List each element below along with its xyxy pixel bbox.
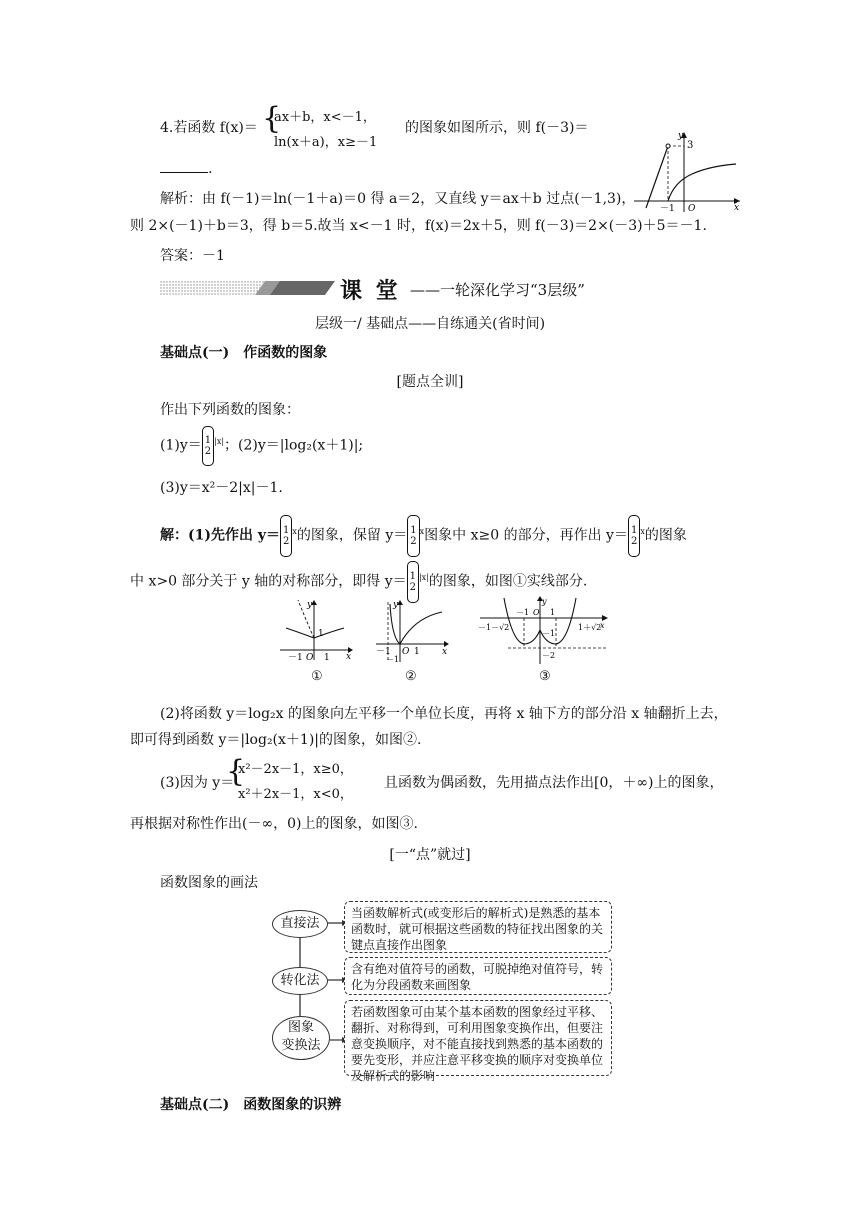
svg-text:1＋√2: 1＋√2	[578, 623, 602, 632]
q4-y-tick: 3	[687, 140, 694, 151]
p5-case2: x²＋2x－1，x<0，	[238, 787, 353, 802]
svg-text:－1－√2: －1－√2	[478, 623, 510, 632]
svg-text:O: O	[533, 608, 540, 617]
section1-title: 基础点(一) 作函数的图象	[160, 345, 328, 361]
svg-text:y: y	[678, 131, 684, 141]
svg-text:x: x	[442, 647, 448, 657]
figure-2	[374, 598, 452, 664]
svg-text:－1: －1	[386, 655, 400, 664]
svg-text:－1: －1	[660, 204, 675, 214]
q4-answer-blank: .	[160, 160, 212, 177]
figure-3-label: ③	[539, 669, 551, 684]
section1-tag: [题点全训]	[396, 374, 464, 390]
section1-prompt: 作出下列函数的图象：	[160, 402, 300, 418]
svg-text:1: 1	[324, 653, 330, 663]
methods-heading: 函数图象的画法	[160, 875, 258, 891]
banner-subtitle: ——一轮深化学习“3层级”	[410, 281, 585, 299]
svg-text:1: 1	[414, 647, 420, 657]
method-direct-box: 当函数解析式(或变形后的解析式)是熟悉的基本函数时，就可根据这些函数的特征找出图象的关键点直接作出图象	[344, 901, 612, 953]
svg-text:－1: －1	[288, 653, 303, 663]
svg-text:－1: －1	[542, 629, 556, 638]
log-curve	[668, 164, 736, 201]
q4-suffix: 的图象如图所示，则 f(－3)＝	[405, 120, 589, 136]
section1-item3: (3)y＝x²－2|x|－1.	[160, 480, 283, 496]
solution1-p4: 即可得到函数 y＝|log₂(x＋1)|的图象，如图②.	[130, 732, 422, 748]
p5-case1: x²－2x－1，x≥0，	[238, 762, 353, 777]
q4-case2: ln(x＋a)，x≥－1	[274, 135, 378, 150]
q4-graph	[632, 128, 744, 214]
svg-text:－1: －1	[516, 608, 530, 617]
svg-text:x: x	[734, 203, 740, 213]
svg-text:O: O	[306, 653, 314, 663]
banner-title: 课 堂	[340, 278, 401, 304]
svg-text:y: y	[393, 600, 399, 610]
svg-text:－1: －1	[376, 647, 391, 657]
section-banner	[160, 276, 720, 302]
solution1-p2: 中 x>0 部分关于 y 轴的对称部分，即得 y＝ 1 $2^{|x|}$的图象，如图①实线部分.	[130, 558, 587, 598]
level-heading: 层级一/ 基础点——自练通关(省时间)	[314, 316, 546, 332]
solution1-p3: (2)将函数 y＝log₂x 的图象向左平移一个单位长度，再将 x 轴下方的部分沿 x 轴翻折上去，	[160, 706, 728, 722]
figure-1-label: ①	[311, 669, 323, 684]
svg-text:y: y	[307, 600, 313, 610]
method-graph-transform-node: 图象 变换法	[272, 1016, 330, 1060]
solution1-p1: 解：(1)先作出 y＝ 1 2$^x$的图象，保留 y＝ 1 2$^x$图象中 x≥0 的部分，再作出 y＝ 1 2$^x$的图象	[160, 512, 687, 552]
svg-text:－2: －2	[542, 651, 556, 660]
method-transform-node: 转化法	[272, 967, 328, 995]
svg-text:O: O	[402, 647, 410, 657]
p5-brace: {	[226, 754, 246, 789]
solution4-line2: 则 2×(－1)＋b＝3，得 b＝5.故当 x<－1 时，f(x)＝2x＋5，则 f(－3)＝2×(－3)＋5＝－1.	[130, 218, 707, 234]
svg-text:x: x	[346, 652, 352, 662]
method-direct-node: 直接法	[272, 910, 328, 938]
solution4-line1: 解析：由 f(－1)＝ln(－1＋a)＝0 得 a＝2，又直线 y＝ax＋b 过点(－1,3)，	[160, 191, 636, 207]
solution1-p5-tail: 且函数为偶函数，先用描点法作出[0，＋∞)上的图象，	[384, 775, 724, 791]
line-segment	[646, 146, 668, 208]
q4-prefix: 4.若函数 f(x)＝	[160, 120, 258, 136]
svg-text:y: y	[542, 597, 547, 606]
figure-3	[478, 596, 610, 666]
figure-1	[278, 598, 356, 664]
section1-item1: (1)y＝ 1 $2^{|x|}$；(2)y＝|log₂(x＋1)|;	[160, 423, 363, 461]
svg-text:x: x	[600, 621, 605, 630]
banner-stripes	[160, 278, 340, 300]
figure-2-label: ②	[405, 669, 417, 684]
q4-brace: {	[262, 101, 282, 136]
svg-text:1: 1	[550, 608, 556, 617]
solution4-answer: 答案：－1	[160, 248, 225, 264]
method-graph-transform-box: 若函数图象可由某个基本函数的图象经过平移、翻折、对称得到，可利用图象变换作出，但要注意变换顺序，对不能直接找到熟悉的基本函数的要先变形，并应注意平移变换的顺序对变换单位及解析式的影响	[344, 1000, 612, 1076]
solution1-p5-lead: (3)因为 y＝	[160, 775, 235, 791]
svg-text:O: O	[688, 204, 696, 214]
solution1-p6: 再根据对称性作出(－∞，0)上的图象，如图③.	[130, 816, 418, 832]
q4-case1: ax＋b，x<－1，	[274, 110, 376, 125]
svg-text:1: 1	[318, 629, 324, 639]
section2-title: 基础点(二) 函数图象的识辨	[160, 1097, 342, 1113]
method-transform-box: 含有绝对值符号的函数，可脱掉绝对值符号，转化为分段函数来画图象	[344, 957, 612, 995]
section-tag-2: [一“点”就过]	[389, 847, 471, 863]
